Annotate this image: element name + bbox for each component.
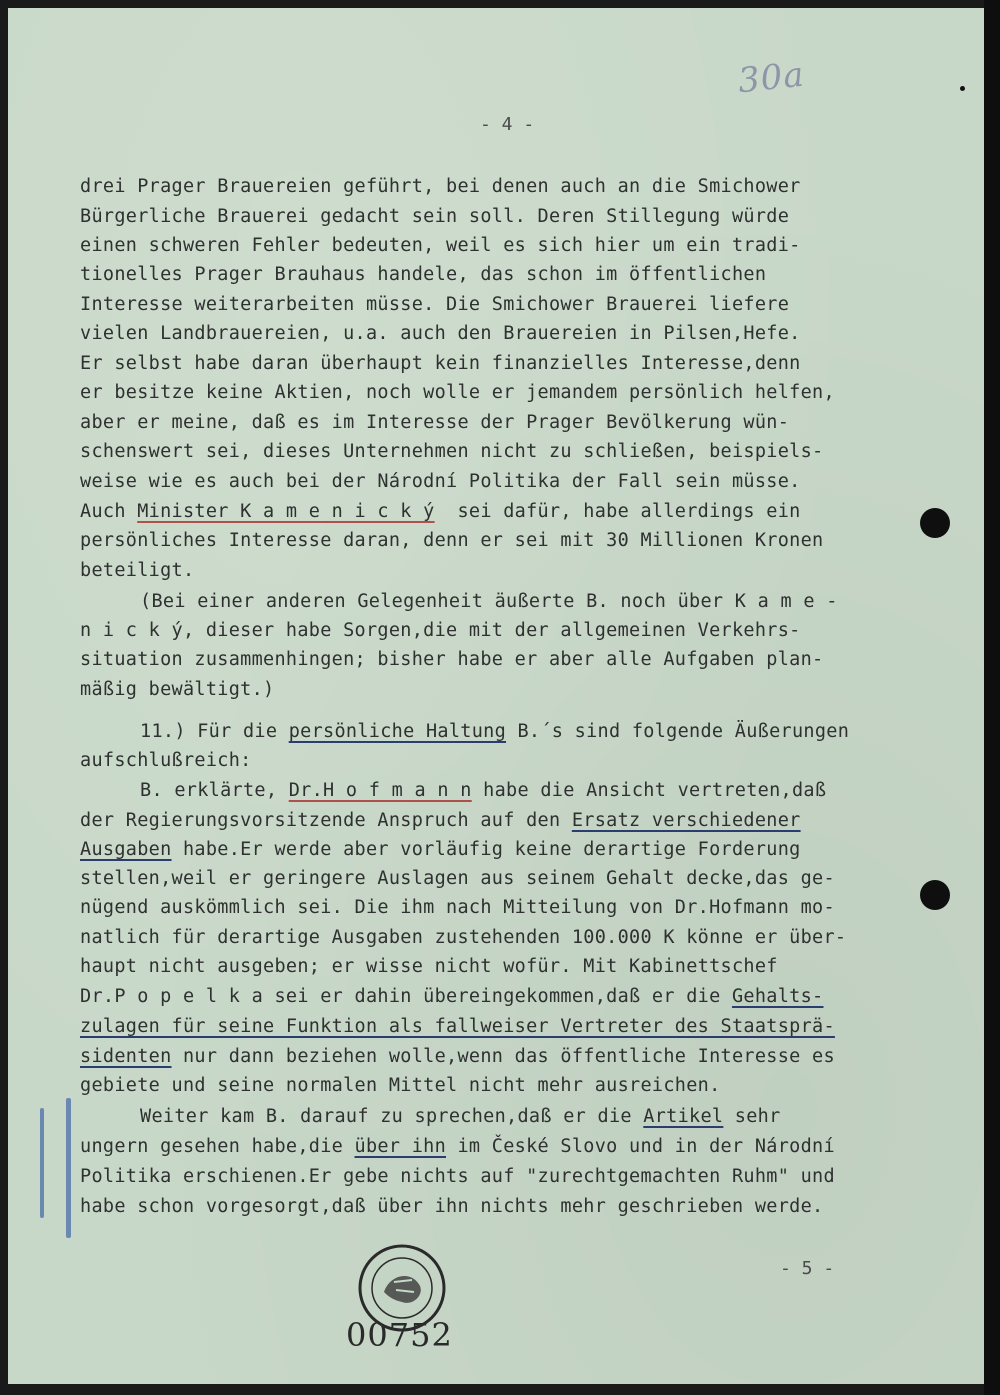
text-line (80, 503, 801, 522)
text-line: mäßig bewältigt.) (80, 679, 275, 700)
handwritten-annotation: 30a (736, 54, 807, 102)
text-line: Bürgerliche Brauerei gedacht sein soll. Deren Stillegung würde (80, 206, 790, 227)
text-line (80, 812, 801, 831)
underlined-name: Minister K a m e n i c k ý (137, 501, 435, 522)
text-segment: Auch (80, 501, 138, 522)
speck (960, 86, 965, 91)
underlined-phrase: Ausgaben (80, 839, 172, 860)
margin-pencil-mark (66, 1098, 71, 1238)
text-line: weise wie es auch bei der Národní Politika der Fall sein müsse. (80, 471, 801, 492)
text-line: einen schweren Fehler bedeuten, weil es sich hier um ein tradi- (80, 235, 801, 256)
text-line: gebiete und seine normalen Mittel nicht mehr ausreichen. (80, 1075, 721, 1096)
text-line: natlich für derartige Ausgaben zustehenden 100.000 K könne er über- (80, 927, 847, 948)
text-segment: nur dann beziehen wolle,wenn das öffentliche Interesse es (171, 1046, 835, 1067)
text-line (80, 1138, 835, 1157)
text-segment: der Regierungsvorsitzende Anspruch auf den (80, 810, 572, 831)
text-line: aber er meine, daß es im Interesse der Prager Bevölkerung wün- (80, 412, 790, 433)
text-line (80, 1048, 835, 1067)
margin-pencil-mark (40, 1108, 44, 1218)
text-line: tionelles Prager Brauhaus handele, das schon im öffentlichen (80, 264, 767, 285)
text-segment: 11.) Für die (140, 721, 289, 742)
text-line (80, 1018, 835, 1037)
archive-number: 00752 (346, 1316, 453, 1354)
text-line (80, 988, 823, 1007)
underlined-phrase: sidenten (80, 1046, 172, 1067)
text-line: nügend auskömmlich sei. Die ihm nach Mitteilung von Dr.Hofmann mo- (80, 897, 835, 918)
text-line: vielen Landbrauereien, u.a. auch den Brauereien in Pilsen,Hefe. (80, 323, 801, 344)
underlined-phrase: Artikel (643, 1106, 724, 1127)
text-line: stellen,weil er geringere Auslagen aus seinem Gehalt decke,das ge- (80, 868, 835, 889)
text-line: schenswert sei, dieses Unternehmen nicht zu schließen, beispiels- (80, 441, 824, 462)
text-line (140, 1108, 781, 1127)
text-line: beteiligt. (80, 560, 195, 581)
text-line (140, 723, 849, 742)
text-line (140, 782, 826, 801)
underlined-phrase: Ersatz verschiedener (571, 810, 801, 831)
page-number-bottom: - 5 - (780, 1258, 835, 1279)
text-line: n i c k ý, dieser habe Sorgen,die mit der allgemeinen Verkehrs- (80, 620, 801, 641)
text-line: persönliches Interesse daran, denn er sei mit 30 Millionen Kronen (80, 530, 824, 551)
text-segment: sei dafür, habe allerdings ein (434, 501, 801, 522)
text-line: situation zusammenhingen; bisher habe er aber alle Aufgaben plan- (80, 649, 824, 670)
text-line: Politika erschienen.Er gebe nichts auf "zurechtgemachten Ruhm" und (80, 1166, 835, 1187)
text-line (80, 841, 801, 860)
text-segment: Weiter kam B. darauf zu sprechen,daß er die (140, 1106, 644, 1127)
text-segment: habe die Ansicht vertreten,daß (471, 780, 827, 801)
text-segment: Dr.P o p e l k a sei er dahin übereingekommen,daß er die (80, 986, 732, 1007)
underlined-name: Dr.H o f m a n n (288, 780, 472, 801)
underlined-phrase: persönliche Haltung (288, 721, 507, 742)
text-line: drei Prager Brauereien geführt, bei denen auch an die Smichower (80, 176, 801, 197)
document-page (8, 8, 987, 1384)
text-segment: ungern gesehen habe,die (80, 1136, 355, 1157)
page-number-top: - 4 - (480, 114, 535, 135)
scan-border (984, 0, 1000, 1395)
text-segment: im České Slovo und in der Národní (446, 1136, 835, 1157)
text-line: haupt nicht ausgeben; er wisse nicht wofür. Mit Kabinettschef (80, 956, 778, 977)
text-segment: B.´s sind folgende Äußerungen (506, 721, 850, 742)
text-line: habe schon vorgesorgt,daß über ihn nichts mehr geschrieben werde. (80, 1196, 824, 1217)
text-line: er besitze keine Aktien, noch wolle er jemandem persönlich helfen, (80, 382, 835, 403)
text-segment: sehr (723, 1106, 781, 1127)
underlined-phrase: Gehalts- (731, 986, 824, 1007)
text-segment: habe.Er werde aber vorläufig keine derartige Forderung (171, 839, 801, 860)
underlined-phrase: über ihn (354, 1136, 447, 1157)
text-line: (Bei einer anderen Gelegenheit äußerte B. noch über K a m e - (140, 591, 838, 612)
text-segment: B. erklärte, (140, 780, 289, 801)
punch-hole (920, 880, 950, 910)
text-line: Interesse weiterarbeiten müsse. Die Smichower Brauerei liefere (80, 294, 790, 315)
punch-hole (920, 508, 950, 538)
text-line: Er selbst habe daran überhaupt kein finanzielles Interesse,denn (80, 353, 801, 374)
text-line: aufschlußreich: (80, 750, 252, 771)
underlined-phrase: zulagen für seine Funktion als fallweiser Vertreter des Staatsprä- (80, 1016, 835, 1037)
